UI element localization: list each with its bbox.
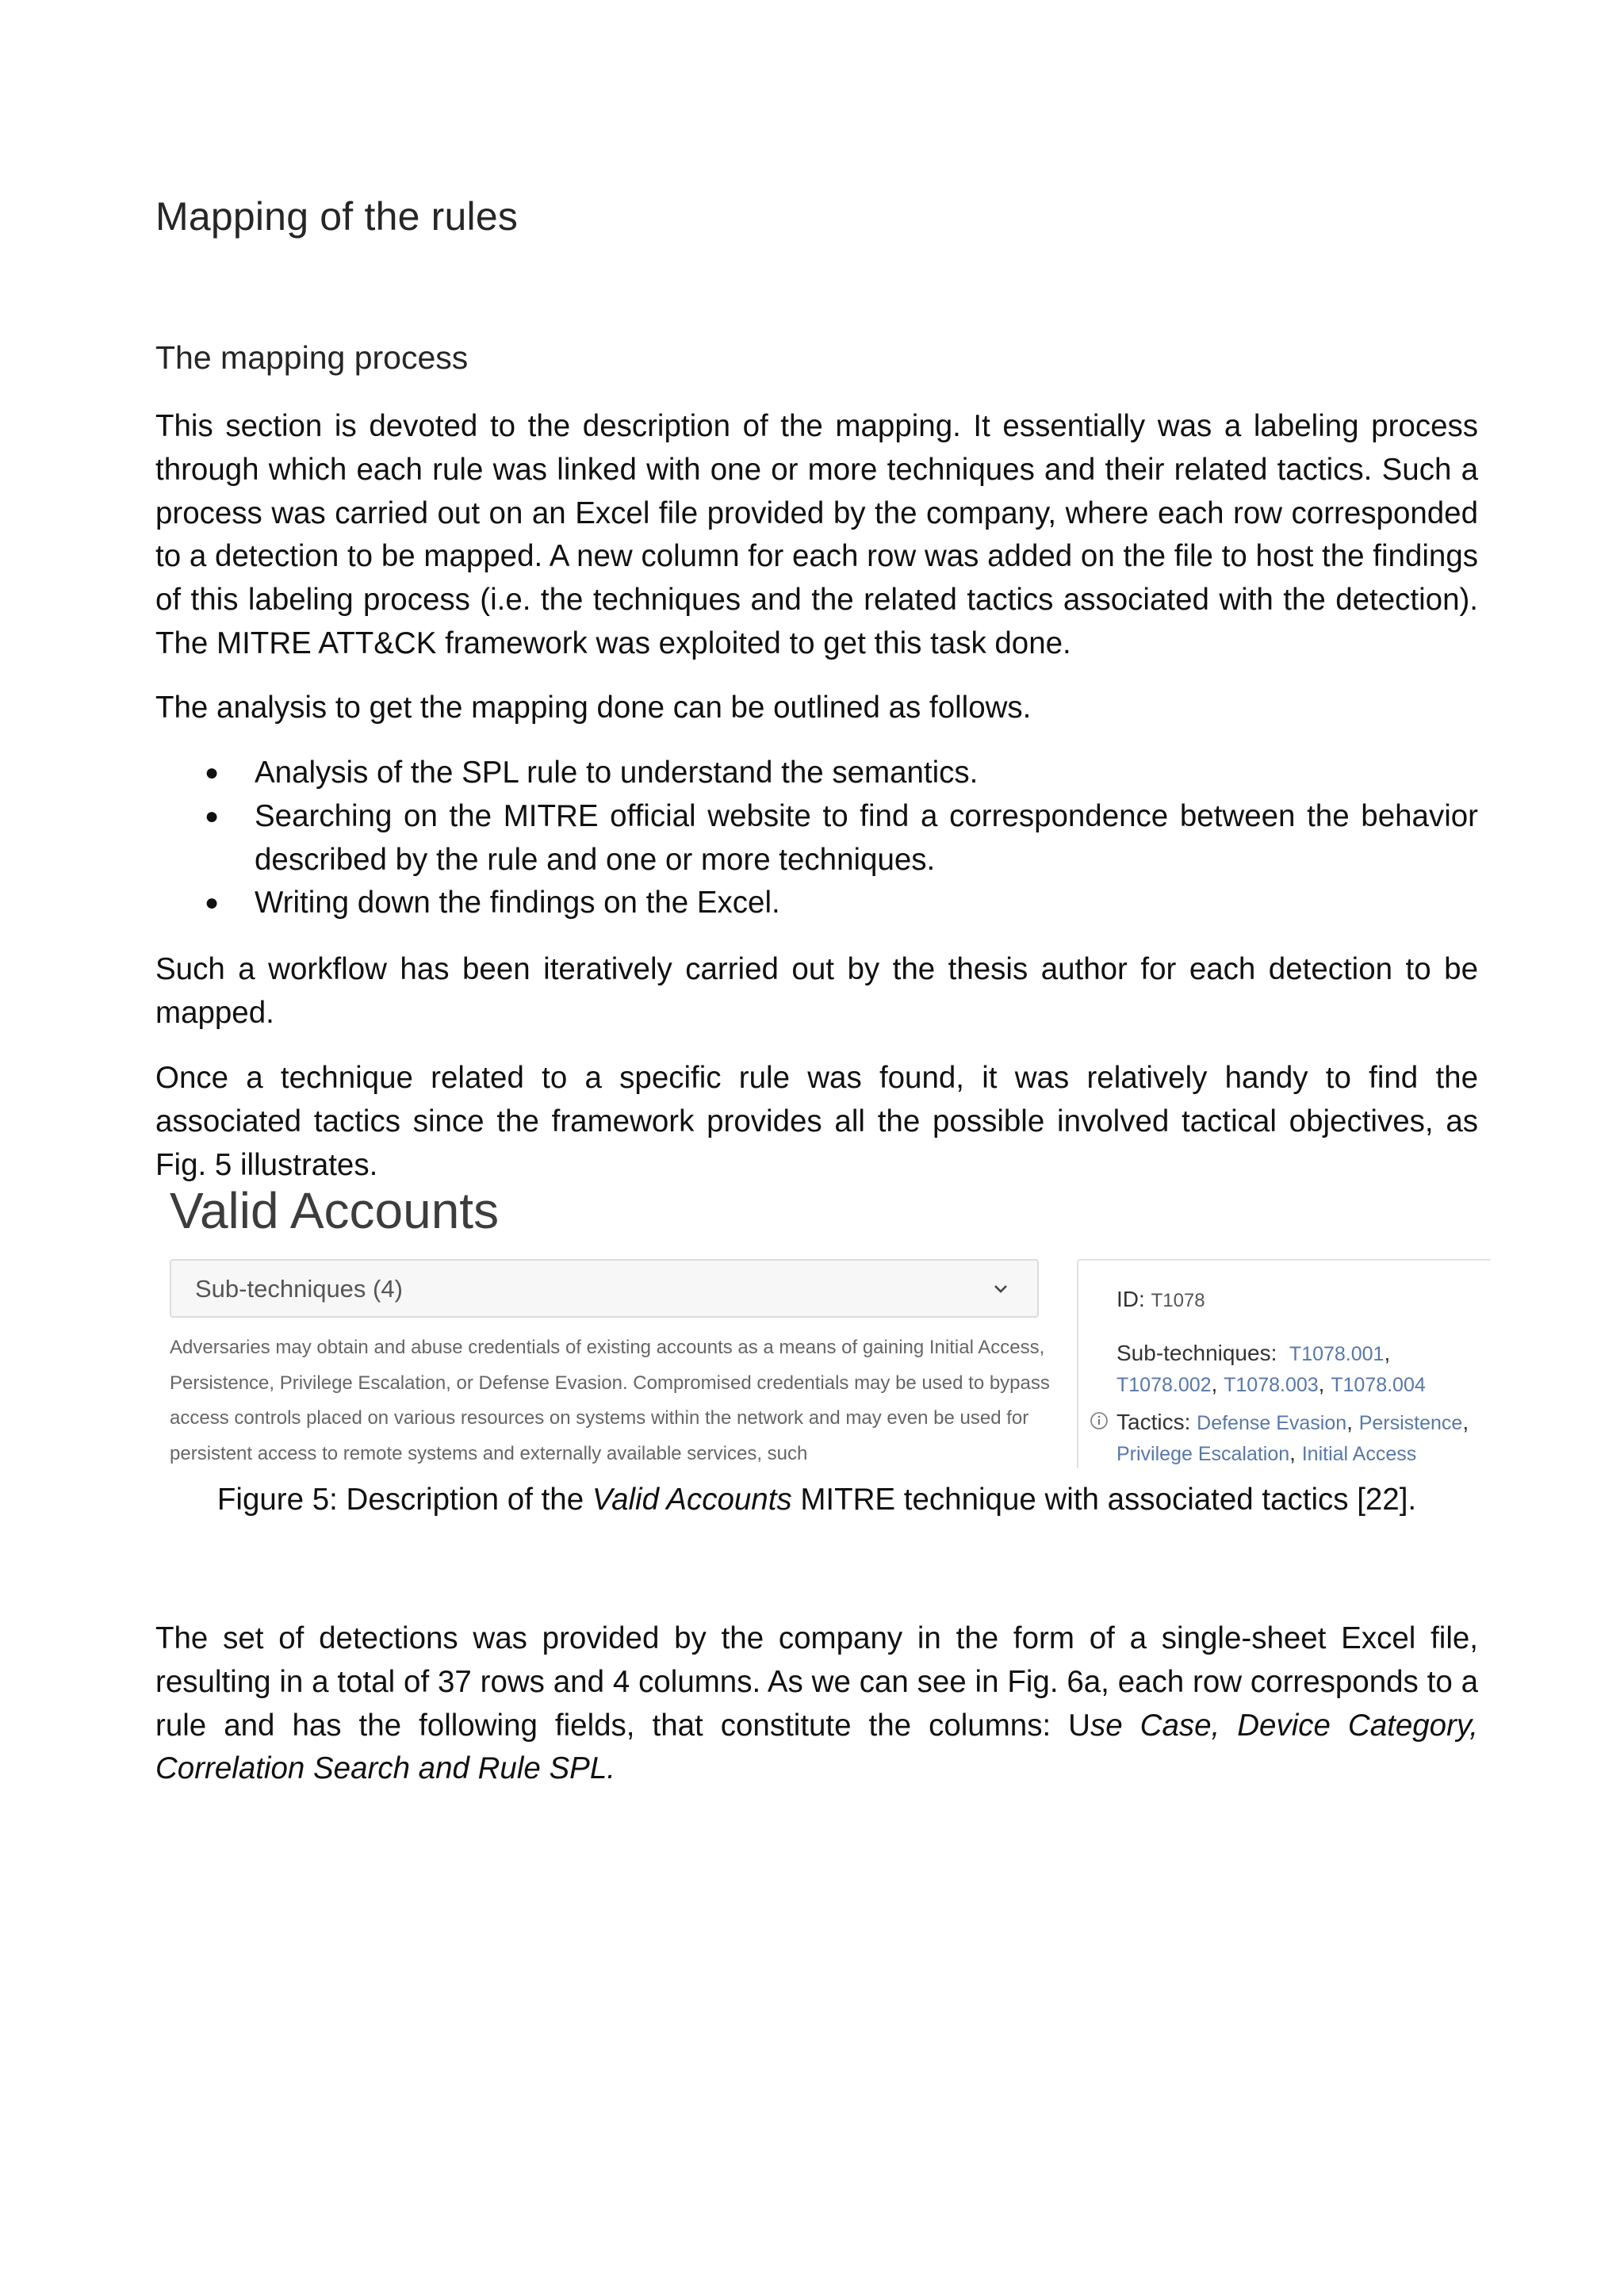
subtechnique-link[interactable]: T1078.004 — [1331, 1374, 1426, 1396]
caption-suffix: MITRE technique with associated tactics [22]. — [791, 1483, 1417, 1517]
chevron-down-icon — [993, 1281, 1009, 1297]
subtechniques-card-label: Sub-techniques: — [1116, 1341, 1277, 1365]
subtechniques-label: Sub-techniques (4) — [195, 1275, 403, 1303]
tactic-link[interactable]: Defense Evasion — [1197, 1412, 1347, 1434]
caption-italic: Valid Accounts — [592, 1483, 792, 1517]
subtechnique-link[interactable]: T1078.002 — [1116, 1374, 1212, 1396]
subtechnique-link[interactable]: T1078.001 — [1289, 1343, 1385, 1365]
paragraph-workflow: Such a workflow has been iteratively carried out by the thesis author for each detection to be mapped. — [155, 952, 1478, 1030]
paragraph-detections-set — [155, 1617, 1478, 1791]
caption-prefix: Figure 5: Description of the — [216, 1483, 592, 1517]
subtechniques-dropdown[interactable] — [170, 1259, 1039, 1318]
id-value: T1078 — [1151, 1290, 1205, 1311]
paragraph-technique-tactics: Once a technique related to a specific rule was found, it was relatively handy to find the associated tactics since the framework provides all the possible involved tactical objectives, as Fig. 5 illustrates. — [155, 1061, 1478, 1182]
list-item — [155, 752, 1478, 795]
technique-description: Adversaries may obtain and abuse credentials of existing accounts as a means of gaining Initial Access, Persistence, Privilege Escalation, or Defense Evasion. Compromised credentials may be used to bypass access controls placed on various resources on systems within the network and may even be used for persistent access to remote systems and externally available services, such — [170, 1337, 1050, 1464]
technique-id-row — [1116, 1284, 1205, 1315]
bullet-dot-icon: ● — [205, 760, 220, 786]
subtechnique-link[interactable]: T1078.003 — [1224, 1374, 1319, 1396]
tactic-link[interactable]: Privilege Escalation — [1116, 1443, 1290, 1465]
paragraph-detections-text: The set of detections was provided by the company in the form of a single-sheet Excel file, resulting in a total of 37 rows and 4 columns. As we can see in Fig. 6a, each row corresponds to a rule and has the following fields, that constitute the columns: U — [155, 1621, 1478, 1743]
technique-title: Valid Accounts — [170, 1182, 500, 1239]
subsection-title: The mapping process — [155, 339, 469, 376]
technique-info-card — [1077, 1259, 1491, 1468]
analysis-steps-list — [155, 752, 1478, 925]
list-item-text: Analysis of the SPL rule to understand the semantics. — [255, 756, 979, 790]
figure-valid-accounts — [155, 1181, 1478, 1467]
section-title: Mapping of the rules — [155, 194, 519, 239]
list-item-text: Searching on the MITRE official website to find a correspondence between the behavior described by the rule and one or more techniques. — [255, 798, 1478, 877]
list-item — [155, 882, 1478, 925]
info-icon — [1090, 1411, 1109, 1430]
subtechniques-row: Sub-techniques: T1078.001, T1078.002, T1078.003, T1078.004 — [1116, 1341, 1426, 1396]
id-label: ID: — [1116, 1287, 1145, 1311]
bullet-dot-icon: ● — [205, 890, 220, 916]
bullet-dot-icon: ● — [205, 802, 220, 829]
list-item-text: Writing down the findings on the Excel. — [255, 886, 780, 920]
paragraph-analysis-intro: The analysis to get the mapping done can be outlined as follows. — [155, 691, 1032, 725]
tactic-link[interactable]: Initial Access — [1301, 1443, 1417, 1465]
paragraph-mapping-description: This section is devoted to the description of the mapping. It essentially was a labeling process through which each rule was linked with one or more techniques and their related tactics. Such a process was carried out on an Excel file provided by the company, where each row corresponded to a detection to be mapped. A new column for each row was added on the file to host the findings of this labeling process (i.e. the techniques and the related tactics associated with the detection). The MITRE ATT&CK framework was exploited to get this task done. — [155, 409, 1478, 660]
tactics-label: Tactics: — [1116, 1410, 1191, 1434]
tactic-link[interactable]: Persistence — [1358, 1412, 1463, 1434]
figure-caption — [155, 1483, 1478, 1517]
paragraph-detections-italic: se Case, Device Category, Correlation Search and Rule SPL. — [155, 1708, 1478, 1786]
tactics-row: Tactics: Defense Evasion, Persistence, Privilege Escalation, Initial Access — [1116, 1410, 1469, 1465]
list-item — [155, 795, 1478, 882]
